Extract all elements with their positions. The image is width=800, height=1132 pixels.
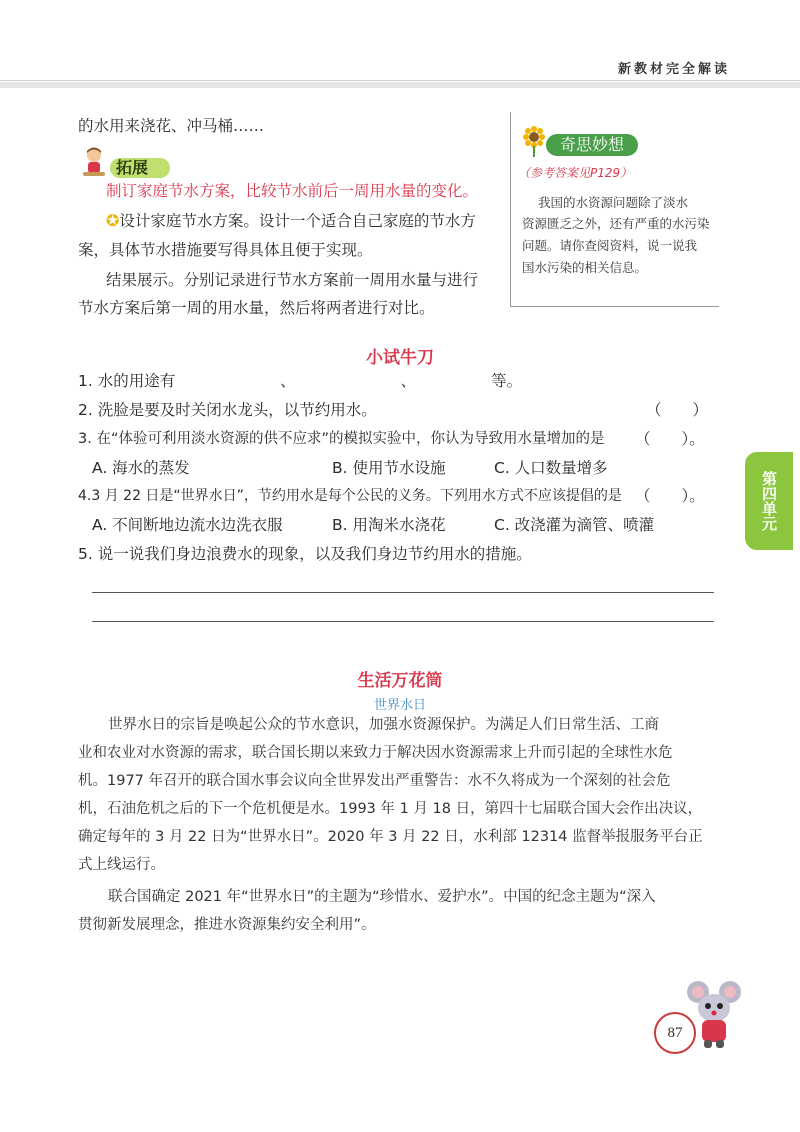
- question-4-option-a[interactable]: A. 不间断地边流水边洗衣服: [92, 516, 283, 534]
- star-icon: ✪: [106, 211, 120, 230]
- life-line-5: 确定每年的 3 月 22 日为“世界水日”。2020 年 3 月 22 日，水利部 12314 监督举报服务平台正: [78, 829, 703, 845]
- life-line-3: 机。1977 年召开的联合国水事会议向全世界发出严重警告：水不久将成为一个深刻的社会危: [78, 773, 671, 789]
- question-4-option-b[interactable]: B. 用淘米水浇花: [332, 516, 446, 534]
- question-3-option-a[interactable]: A. 海水的蒸发: [92, 459, 190, 477]
- idea-line-3: 问题。请你查阅资料，说一说我: [522, 238, 698, 253]
- expand-line-4: 节水方案后第一周的用水量，然后将两者进行对比。: [78, 299, 435, 317]
- question-1: 1. 水的用途有 、 、 等。: [78, 372, 523, 390]
- question-3: 3. 在“体验可利用淡水资源的供不应求”的模拟实验中，你认为导致用水量增加的是: [78, 431, 605, 447]
- running-header: 新教材完全解读: [617, 62, 730, 77]
- continuation-line: 的水用来浇花、冲马桶……: [78, 117, 265, 135]
- answer-reference: （参考答案见P129）: [518, 166, 633, 180]
- answer-line-2[interactable]: [92, 621, 714, 622]
- life-line-7: 联合国确定 2021 年“世界水日”的主题为“珍惜水、爱护水”。中国的纪念主题为“深入: [108, 889, 656, 905]
- idea-line-4: 国水污染的相关信息。: [522, 260, 648, 275]
- unit-side-tab: 第四单元: [745, 452, 793, 550]
- page-number: 87: [654, 1012, 696, 1054]
- expand-heading: 制订家庭节水方案，比较节水前后一周用水量的变化。: [106, 182, 479, 200]
- header-divider: [0, 80, 800, 81]
- header-band: [0, 82, 800, 88]
- life-line-2: 业和农业对水资源的需求，联合国长期以来致力于解决因水资源需求上升而引起的全球性水危: [78, 745, 673, 761]
- idea-line-2: 资源匮乏之外，还有严重的水污染: [522, 216, 710, 231]
- child-illustration: [80, 146, 108, 180]
- question-3-answer-blank[interactable]: （ ）。: [635, 430, 705, 448]
- expand-line-2: 案，具体节水措施要写得具体且便于实现。: [78, 241, 373, 259]
- quiz-title: 小试牛刀: [366, 348, 434, 368]
- life-line-1: 世界水日的宗旨是唤起公众的节水意识，加强水资源保护。为满足人们日常生活、工商: [108, 717, 659, 733]
- life-line-4: 机，石油危机之后的下一个危机便是水。1993 年 1 月 18 日，第四十七届联合国大会作出决议，: [78, 801, 703, 817]
- answer-line-1[interactable]: [92, 592, 714, 593]
- idea-line-1: 我国的水资源问题除了淡水: [538, 195, 689, 210]
- question-3-option-c[interactable]: C. 人口数量增多: [494, 459, 608, 477]
- sunflower-icon: [522, 126, 546, 158]
- question-2: 2. 洗脸是要及时关闭水龙头，以节约用水。: [78, 401, 377, 419]
- expand-badge: 拓展: [110, 158, 170, 178]
- life-subtitle: 世界水日: [373, 698, 426, 713]
- expand-line-3: 结果展示。分别记录进行节水方案前一周用水量与进行: [106, 271, 479, 289]
- question-5: 5. 说一说我们身边浪费水的现象，以及我们身边节约用水的措施。: [78, 545, 532, 563]
- question-4-answer-blank[interactable]: （ ）。: [635, 487, 705, 505]
- question-4: 4.3 月 22 日是“世界水日”，节约用水是每个公民的义务。下列用水方式不应该提倡的是: [78, 488, 622, 504]
- question-4-option-c[interactable]: C. 改浇灌为滴管、喷灌: [494, 516, 655, 534]
- life-line-6: 式上线运行。: [78, 857, 165, 873]
- life-line-8: 贯彻新发展理念，推进水资源集约安全利用”。: [78, 917, 376, 933]
- idea-badge: 奇思妙想: [546, 134, 638, 156]
- life-title: 生活万花筒: [357, 671, 443, 691]
- question-2-answer-blank[interactable]: （ ）: [646, 401, 709, 419]
- question-3-option-b[interactable]: B. 使用节水设施: [332, 459, 446, 477]
- expand-line-1: ✪设计家庭节水方案。设计一个适合自己家庭的节水方: [106, 211, 476, 230]
